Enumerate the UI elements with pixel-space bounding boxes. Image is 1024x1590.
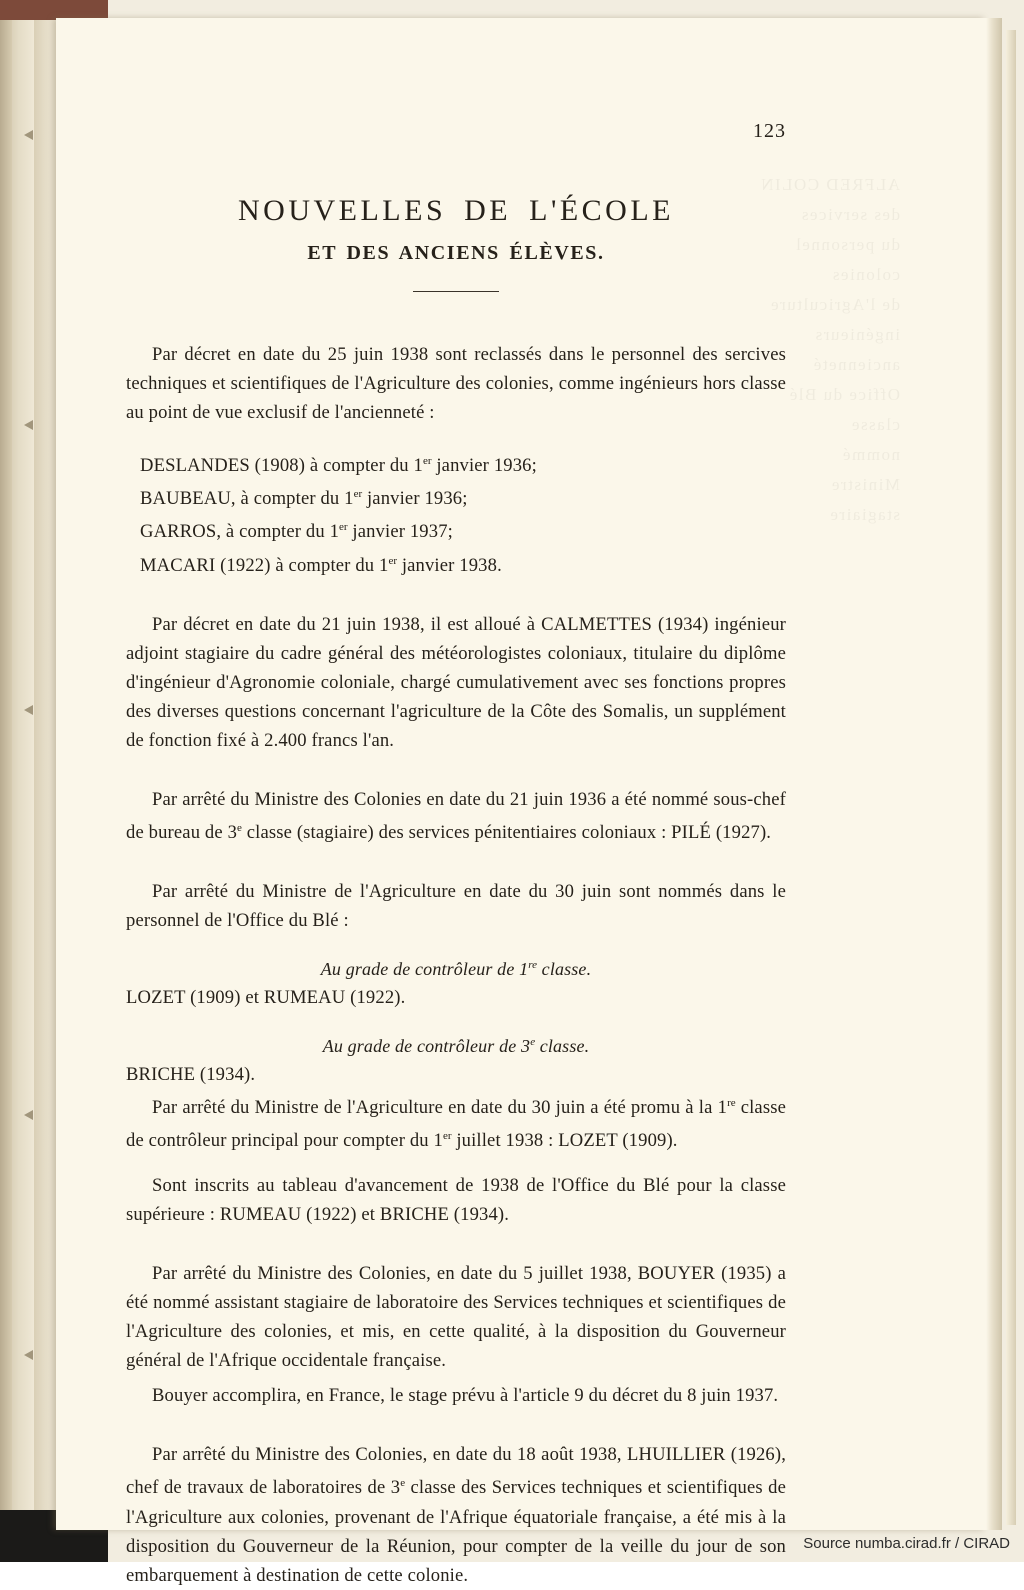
list-item: MACARI (1922) à compter du 1er janvier 1938. <box>140 554 502 576</box>
paragraph-bouyer: Par arrêté du Ministre des Colonies, en date du 5 juillet 1938, BOUYER (1935) a été nommé assistant stagiaire de laboratoire des Services techniques et scientifiques de l'Agriculture des colonies, et mis, en cette qualité, à la disposition du Gouverneur général de l'Afrique occidentale française. <box>126 1263 786 1372</box>
page-number: 123 <box>753 120 786 142</box>
line-lozet-rumeau: LOZET (1909) et RUMEAU (1922). <box>126 986 406 1008</box>
book-cover-top <box>0 0 108 20</box>
line-briche: BRICHE (1934). <box>126 1063 256 1085</box>
paragraph-bouyer-stage: Bouyer accomplira, en France, le stage prévu à l'article 9 du décret du 8 juin 1937. <box>152 1385 779 1407</box>
paragraph-lozet-promotion: Par arrêté du Ministre de l'Agriculture en date du 30 juin a été promu à la 1re classe de contrôleur principal pour compter du 1er juillet 1938 : LOZET (1909). <box>126 1096 786 1152</box>
list-item: GARROS, à compter du 1er janvier 1937; <box>140 521 453 543</box>
list-item: BAUBEAU, à compter du 1er janvier 1936; <box>140 488 468 510</box>
paragraph-decret-1938-reclassement: Par décret en date du 25 juin 1938 sont reclassés dans le personnel des sercives techniques et scientifiques de l'Agriculture des colonies, comme ingénieurs hors classe au point de vue exclusif de l'ancienneté : <box>126 344 786 423</box>
paragraph-pile: Par arrêté du Ministre des Colonies en date du 21 juin 1936 a été nommé sous-chef de bureau de 3e classe (stagiaire) des services pénitentiaires coloniaux : PILÉ (1927). <box>126 788 786 843</box>
page-title: NOUVELLES DE L'ÉCOLE <box>237 194 675 227</box>
book-spine <box>0 0 12 1562</box>
ornamental-rule <box>413 291 499 292</box>
list-item: DESLANDES (1908) à compter du 1er janvier 1936; <box>140 455 537 477</box>
paragraph-office-du-ble: Par arrêté du Ministre de l'Agriculture en date du 30 juin sont nommés dans le personnel de l'Office du Blé : <box>126 880 786 931</box>
paragraph-lhuillier: Par arrêté du Ministre des Colonies, en date du 18 août 1938, LHUILLIER (1926), chef de travaux de laboratoires de 3e classe des Services techniques et scientifiques de l'Agriculture aux colonies, provenant de l'Afrique équatoriale française, a été mis à la disposition du Gouverneur de la Réunion, pour compter de la veille du jour de son embarquement à destination de cette colonie. <box>126 1444 786 1586</box>
page-text-block <box>126 120 786 1590</box>
paragraph-tableau-avancement: Sont inscrits au tableau d'avancement de 1938 de l'Office du Blé pour la classe supérieure : RUMEAU (1922) et BRICHE (1934). <box>126 1175 786 1226</box>
paragraph-calmettes: Par décret en date du 21 juin 1938, il est alloué à CALMETTES (1934) ingénieur adjoint stagiaire du cadre général des météorologistes coloniaux, titulaire du diplôme d'ingénieur d'Agronomie coloniale, chargé cumulativement avec ses fonctions propres des diverses questions concernant l'agriculture de la Côte des Somalis, un supplément de fonction fixé à 2.400 francs l'an. <box>126 613 786 751</box>
page-subtitle: ET DES ANCIENS ÉLÈVES. <box>307 242 605 264</box>
book-gutter-shadow <box>34 0 56 1562</box>
source-credit: Source numba.cirad.fr / CIRAD <box>803 1535 1010 1552</box>
page-edge <box>986 18 1002 1530</box>
subheading-grade-3e-classe: Au grade de contrôleur de 3e classe. <box>322 1035 590 1056</box>
subheading-grade-1re-classe: Au grade de contrôleur de 1re classe. <box>320 958 592 979</box>
page-edge-outer <box>1006 30 1016 1525</box>
